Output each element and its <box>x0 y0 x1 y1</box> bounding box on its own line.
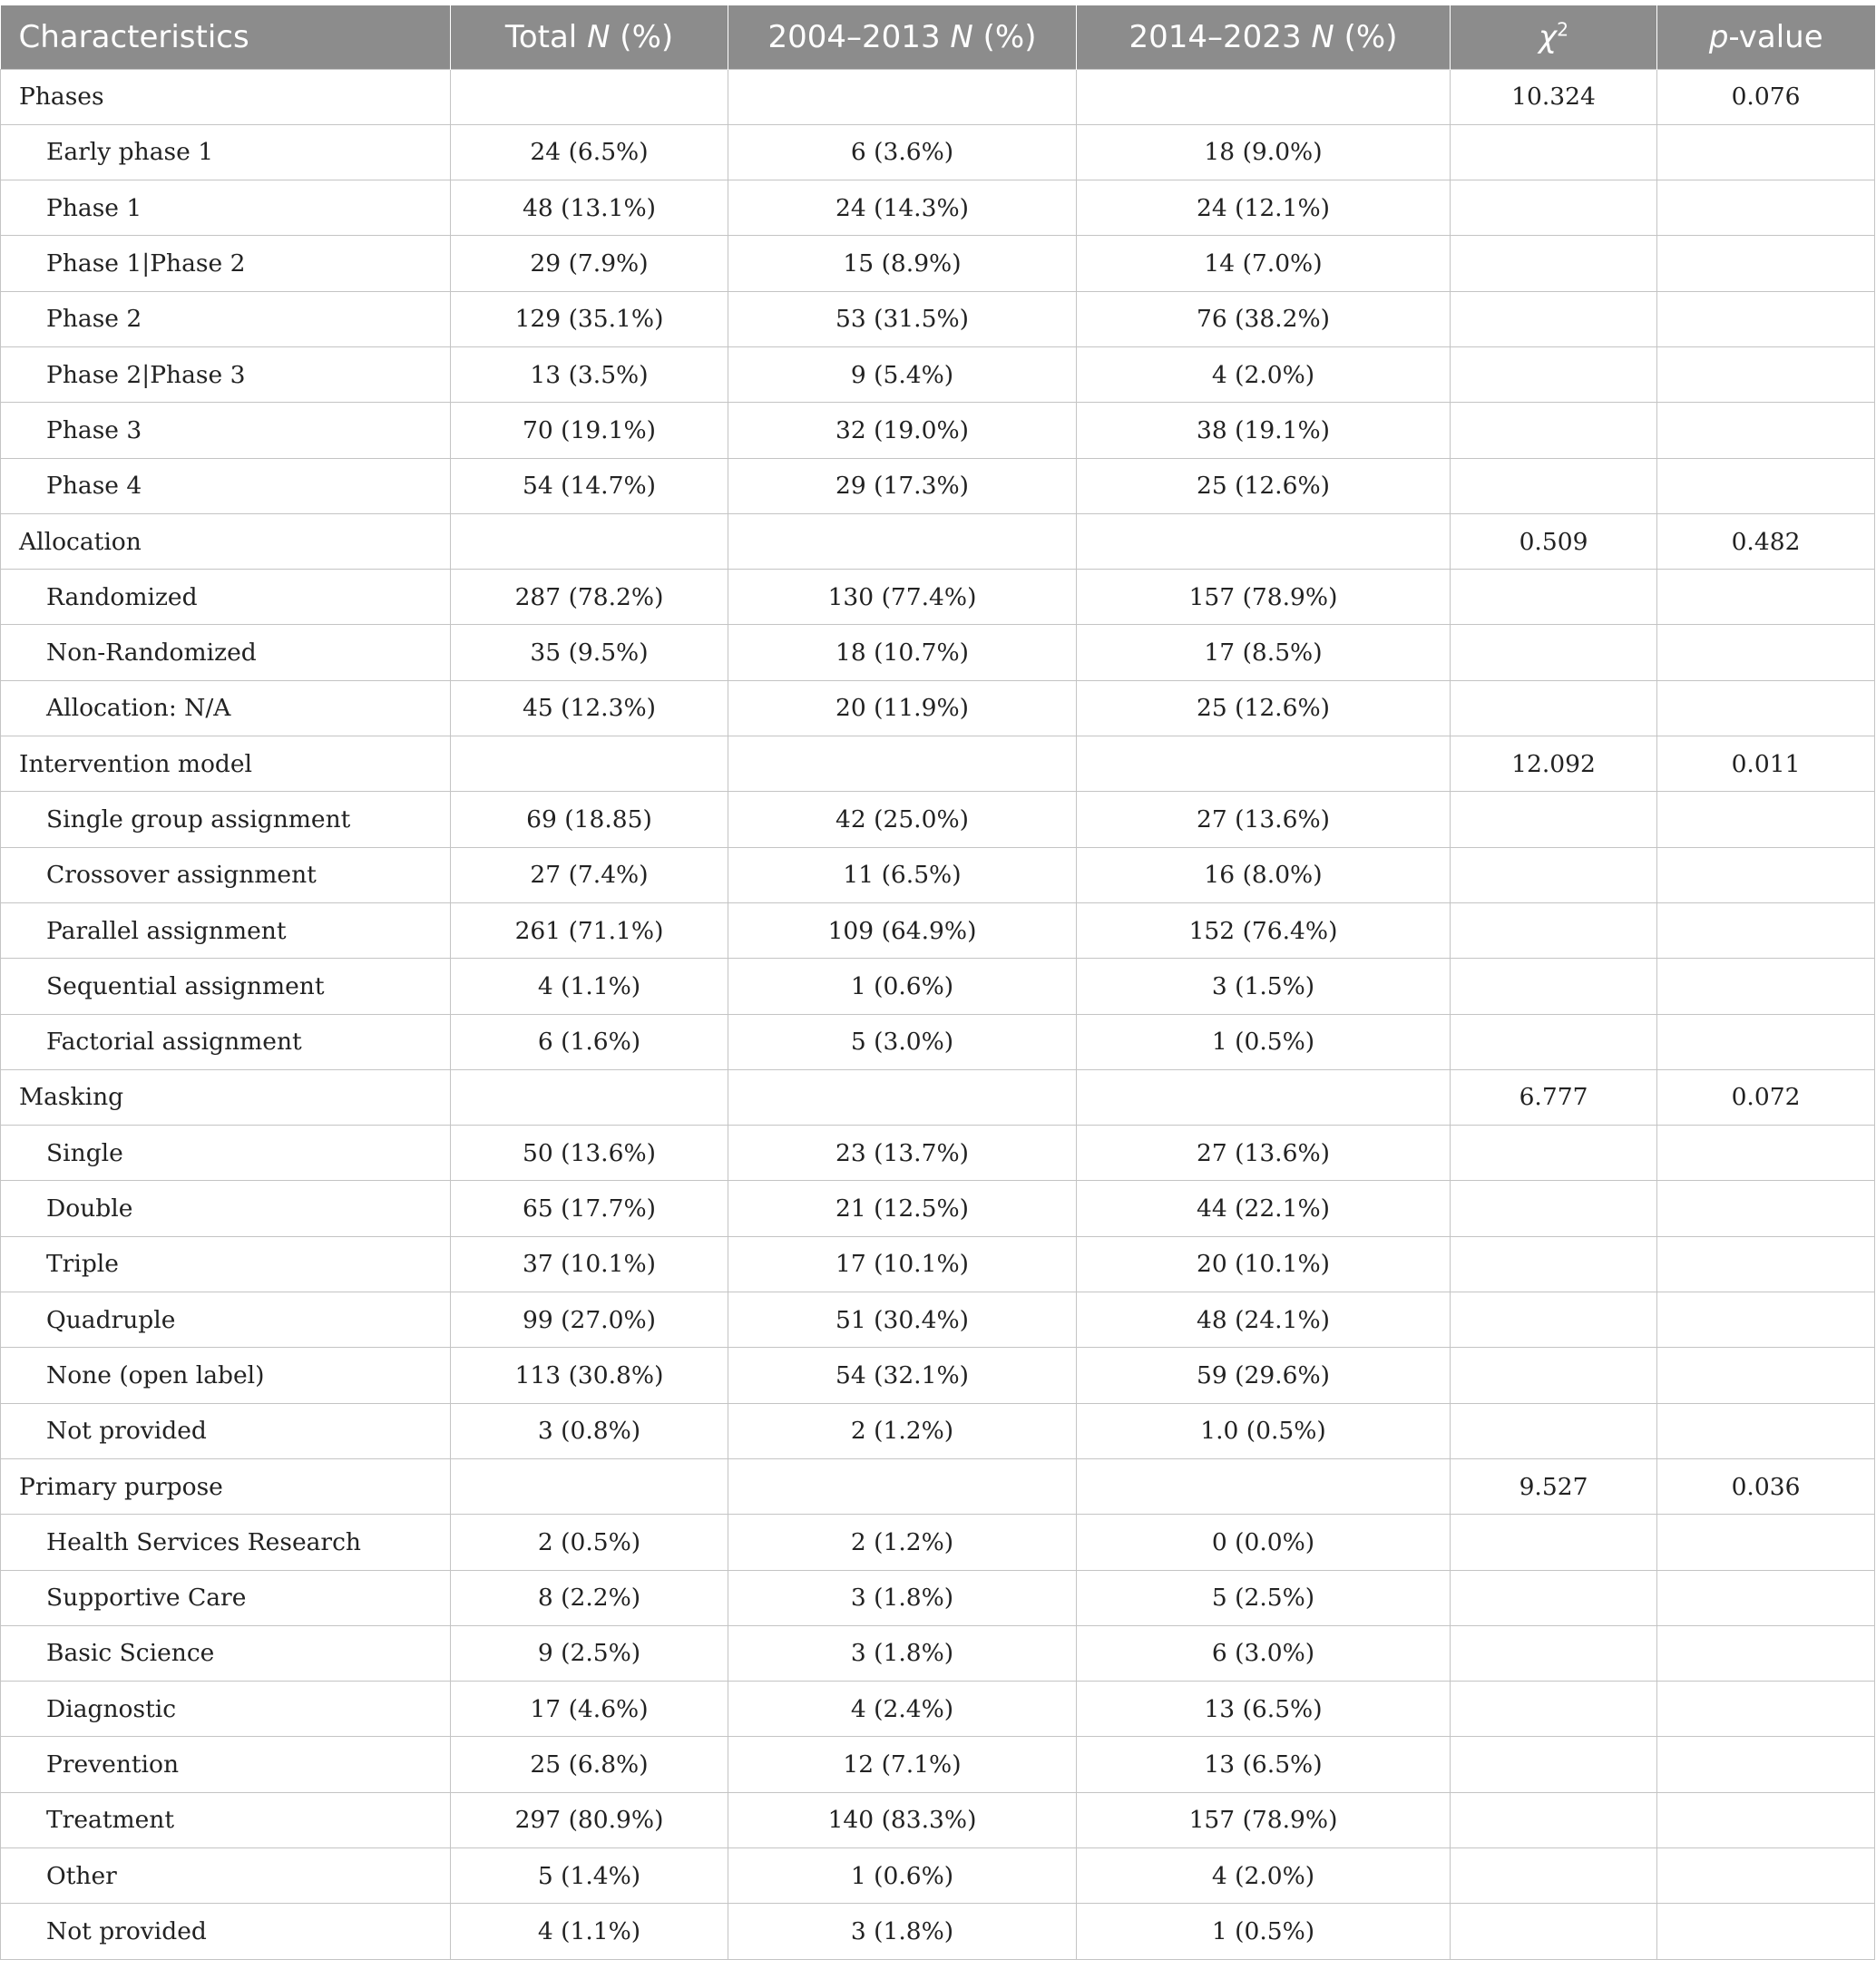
row-label: Masking <box>1 1069 451 1125</box>
p-value-cell <box>1657 1515 1875 1570</box>
chi-square-cell <box>1451 1792 1657 1847</box>
chi-square-cell: 0.509 <box>1451 513 1657 569</box>
row-label: Basic Science <box>1 1625 451 1681</box>
chi-square-cell <box>1451 403 1657 458</box>
chi-square-cell <box>1451 1014 1657 1069</box>
header-2004-2013: 2004–2013 N (%) <box>728 5 1077 69</box>
period-2014-2023-cell: 18 (9.0%) <box>1077 124 1451 180</box>
chi-square-cell: 10.324 <box>1451 69 1657 124</box>
row-label: Factorial assignment <box>1 1014 451 1069</box>
p-value-cell <box>1657 1904 1875 1959</box>
period-2004-2013-cell: 54 (32.1%) <box>728 1348 1077 1403</box>
table-row <box>1 1403 1875 1458</box>
table-row <box>1 1348 1875 1403</box>
row-label: Diagnostic <box>1 1682 451 1737</box>
table-row <box>1 180 1875 236</box>
table-row <box>1 124 1875 180</box>
row-label: Double <box>1 1181 451 1236</box>
row-label: Phase 4 <box>1 458 451 513</box>
table-row <box>1 1792 1875 1847</box>
period-2004-2013-cell: 24 (14.3%) <box>728 180 1077 236</box>
period-2004-2013-cell <box>728 513 1077 569</box>
period-2004-2013-cell <box>728 1458 1077 1514</box>
period-2014-2023-cell: 0 (0.0%) <box>1077 1515 1451 1570</box>
period-2004-2013-cell <box>728 1069 1077 1125</box>
row-label: Early phase 1 <box>1 124 451 180</box>
period-2004-2013-cell: 29 (17.3%) <box>728 458 1077 513</box>
total-cell: 13 (3.5%) <box>451 346 728 402</box>
p-value-cell <box>1657 1737 1875 1792</box>
chi-square-cell: 9.527 <box>1451 1458 1657 1514</box>
period-2014-2023-cell <box>1077 69 1451 124</box>
period-2004-2013-cell: 4 (2.4%) <box>728 1682 1077 1737</box>
period-2014-2023-cell: 25 (12.6%) <box>1077 680 1451 736</box>
category-row <box>1 736 1875 792</box>
p-value-cell <box>1657 1126 1875 1181</box>
period-2004-2013-cell: 130 (77.4%) <box>728 570 1077 625</box>
period-2014-2023-cell: 48 (24.1%) <box>1077 1292 1451 1348</box>
row-label: Other <box>1 1848 451 1904</box>
total-cell: 113 (30.8%) <box>451 1348 728 1403</box>
table-row <box>1 236 1875 291</box>
period-2004-2013-cell: 2 (1.2%) <box>728 1403 1077 1458</box>
period-2004-2013-cell: 51 (30.4%) <box>728 1292 1077 1348</box>
total-cell: 99 (27.0%) <box>451 1292 728 1348</box>
chi-square-cell <box>1451 570 1657 625</box>
p-value-cell <box>1657 1014 1875 1069</box>
category-row <box>1 1069 1875 1125</box>
p-value-cell <box>1657 792 1875 847</box>
chi-square-cell <box>1451 1848 1657 1904</box>
p-value-cell <box>1657 1848 1875 1904</box>
chi-square-cell <box>1451 1570 1657 1625</box>
category-row <box>1 69 1875 124</box>
p-value-cell <box>1657 1181 1875 1236</box>
table-row <box>1 625 1875 680</box>
period-2014-2023-cell: 14 (7.0%) <box>1077 236 1451 291</box>
table-row <box>1 570 1875 625</box>
row-label: Phase 2 <box>1 291 451 346</box>
total-cell: 70 (19.1%) <box>451 403 728 458</box>
chi-square-cell <box>1451 1737 1657 1792</box>
period-2004-2013-cell <box>728 69 1077 124</box>
period-2014-2023-cell: 27 (13.6%) <box>1077 1126 1451 1181</box>
period-2004-2013-cell: 1 (0.6%) <box>728 1848 1077 1904</box>
row-label: Treatment <box>1 1792 451 1847</box>
period-2004-2013-cell: 3 (1.8%) <box>728 1570 1077 1625</box>
total-cell <box>451 69 728 124</box>
total-cell: 4 (1.1%) <box>451 959 728 1014</box>
row-label: Single <box>1 1126 451 1181</box>
p-value-cell <box>1657 403 1875 458</box>
period-2004-2013-cell: 140 (83.3%) <box>728 1792 1077 1847</box>
period-2014-2023-cell: 1 (0.5%) <box>1077 1904 1451 1959</box>
period-2004-2013-cell: 20 (11.9%) <box>728 680 1077 736</box>
table-row <box>1 1682 1875 1737</box>
table-row <box>1 1625 1875 1681</box>
chi-square-cell <box>1451 236 1657 291</box>
chi-square-cell <box>1451 458 1657 513</box>
chi-square-cell <box>1451 1515 1657 1570</box>
total-cell: 29 (7.9%) <box>451 236 728 291</box>
header-row <box>1 5 1875 69</box>
p-value-cell <box>1657 1348 1875 1403</box>
p-value-cell: 0.011 <box>1657 736 1875 792</box>
period-2004-2013-cell: 109 (64.9%) <box>728 902 1077 958</box>
total-cell: 65 (17.7%) <box>451 1181 728 1236</box>
total-cell: 45 (12.3%) <box>451 680 728 736</box>
total-cell <box>451 1458 728 1514</box>
period-2014-2023-cell: 6 (3.0%) <box>1077 1625 1451 1681</box>
p-value-cell: 0.076 <box>1657 69 1875 124</box>
row-label: Prevention <box>1 1737 451 1792</box>
total-cell <box>451 513 728 569</box>
period-2004-2013-cell: 23 (13.7%) <box>728 1126 1077 1181</box>
period-2014-2023-cell: 44 (22.1%) <box>1077 1181 1451 1236</box>
chi-square-cell <box>1451 1904 1657 1959</box>
period-2004-2013-cell: 12 (7.1%) <box>728 1737 1077 1792</box>
period-2014-2023-cell: 59 (29.6%) <box>1077 1348 1451 1403</box>
period-2014-2023-cell: 157 (78.9%) <box>1077 570 1451 625</box>
period-2014-2023-cell: 4 (2.0%) <box>1077 346 1451 402</box>
row-label: Allocation: N/A <box>1 680 451 736</box>
p-value-cell <box>1657 124 1875 180</box>
chi-square-cell <box>1451 346 1657 402</box>
table-row <box>1 1848 1875 1904</box>
table-row <box>1 1014 1875 1069</box>
table-row <box>1 1904 1875 1959</box>
row-label: Quadruple <box>1 1292 451 1348</box>
total-cell: 3 (0.8%) <box>451 1403 728 1458</box>
table-row <box>1 458 1875 513</box>
table-row <box>1 403 1875 458</box>
period-2014-2023-cell: 27 (13.6%) <box>1077 792 1451 847</box>
chi-square-cell <box>1451 1682 1657 1737</box>
p-value-cell <box>1657 1403 1875 1458</box>
total-cell: 287 (78.2%) <box>451 570 728 625</box>
chi-square-cell <box>1451 180 1657 236</box>
row-label: Phase 1|Phase 2 <box>1 236 451 291</box>
chi-square-cell <box>1451 1403 1657 1458</box>
total-cell: 2 (0.5%) <box>451 1515 728 1570</box>
p-value-cell <box>1657 902 1875 958</box>
p-value-cell <box>1657 291 1875 346</box>
p-value-cell: 0.482 <box>1657 513 1875 569</box>
table-row <box>1 847 1875 902</box>
table-row <box>1 792 1875 847</box>
period-2004-2013-cell: 2 (1.2%) <box>728 1515 1077 1570</box>
header-p-value: p-value <box>1657 5 1875 69</box>
period-2014-2023-cell: 20 (10.1%) <box>1077 1236 1451 1292</box>
period-2004-2013-cell: 9 (5.4%) <box>728 346 1077 402</box>
total-cell <box>451 1069 728 1125</box>
period-2004-2013-cell: 6 (3.6%) <box>728 124 1077 180</box>
total-cell: 8 (2.2%) <box>451 1570 728 1625</box>
chi-square-cell <box>1451 291 1657 346</box>
period-2004-2013-cell: 3 (1.8%) <box>728 1625 1077 1681</box>
period-2004-2013-cell: 11 (6.5%) <box>728 847 1077 902</box>
chi-square-cell <box>1451 625 1657 680</box>
p-value-cell <box>1657 236 1875 291</box>
table-row <box>1 1181 1875 1236</box>
table-row <box>1 1570 1875 1625</box>
p-value-cell <box>1657 1792 1875 1847</box>
total-cell: 25 (6.8%) <box>451 1737 728 1792</box>
period-2014-2023-cell: 152 (76.4%) <box>1077 902 1451 958</box>
p-value-cell <box>1657 346 1875 402</box>
p-value-cell <box>1657 570 1875 625</box>
p-value-cell <box>1657 847 1875 902</box>
row-label: None (open label) <box>1 1348 451 1403</box>
p-value-cell: 0.072 <box>1657 1069 1875 1125</box>
period-2014-2023-cell: 5 (2.5%) <box>1077 1570 1451 1625</box>
period-2014-2023-cell: 13 (6.5%) <box>1077 1682 1451 1737</box>
chi-square-cell <box>1451 792 1657 847</box>
p-value-cell <box>1657 1570 1875 1625</box>
row-label: Supportive Care <box>1 1570 451 1625</box>
table-row <box>1 1737 1875 1792</box>
row-label: Randomized <box>1 570 451 625</box>
period-2014-2023-cell: 76 (38.2%) <box>1077 291 1451 346</box>
table-row <box>1 1292 1875 1348</box>
table-body <box>1 69 1875 1959</box>
total-cell: 17 (4.6%) <box>451 1682 728 1737</box>
period-2014-2023-cell: 17 (8.5%) <box>1077 625 1451 680</box>
table-row <box>1 959 1875 1014</box>
period-2004-2013-cell: 18 (10.7%) <box>728 625 1077 680</box>
header-total: Total N (%) <box>451 5 728 69</box>
row-label: Health Services Research <box>1 1515 451 1570</box>
period-2004-2013-cell: 3 (1.8%) <box>728 1904 1077 1959</box>
row-label: Phase 1 <box>1 180 451 236</box>
table-row <box>1 1126 1875 1181</box>
header-characteristics: Characteristics <box>18 18 249 55</box>
row-label: Phase 3 <box>1 403 451 458</box>
table-row <box>1 346 1875 402</box>
total-cell: 6 (1.6%) <box>451 1014 728 1069</box>
period-2004-2013-cell: 15 (8.9%) <box>728 236 1077 291</box>
row-label: Triple <box>1 1236 451 1292</box>
row-label: Non-Randomized <box>1 625 451 680</box>
period-2014-2023-cell: 4 (2.0%) <box>1077 1848 1451 1904</box>
row-label: Sequential assignment <box>1 959 451 1014</box>
period-2004-2013-cell <box>728 736 1077 792</box>
period-2014-2023-cell: 25 (12.6%) <box>1077 458 1451 513</box>
table-row <box>1 1515 1875 1570</box>
row-label: Phases <box>1 69 451 124</box>
period-2004-2013-cell: 1 (0.6%) <box>728 959 1077 1014</box>
table-header <box>1 5 1875 69</box>
chi-square-cell: 12.092 <box>1451 736 1657 792</box>
chi-square-cell: 6.777 <box>1451 1069 1657 1125</box>
total-cell: 5 (1.4%) <box>451 1848 728 1904</box>
period-2004-2013-cell: 17 (10.1%) <box>728 1236 1077 1292</box>
row-label: Not provided <box>1 1904 451 1959</box>
total-cell: 50 (13.6%) <box>451 1126 728 1181</box>
period-2014-2023-cell: 13 (6.5%) <box>1077 1737 1451 1792</box>
chi-square-cell <box>1451 902 1657 958</box>
header-chi-square: $\chi^2$ <box>1451 5 1657 69</box>
p-value-cell: 0.036 <box>1657 1458 1875 1514</box>
period-2004-2013-cell: 42 (25.0%) <box>728 792 1077 847</box>
chi-square-cell <box>1451 1348 1657 1403</box>
p-value-cell <box>1657 680 1875 736</box>
period-2004-2013-cell: 32 (19.0%) <box>728 403 1077 458</box>
category-row <box>1 513 1875 569</box>
row-label: Crossover assignment <box>1 847 451 902</box>
p-value-cell <box>1657 959 1875 1014</box>
total-cell: 48 (13.1%) <box>451 180 728 236</box>
chi-square-cell <box>1451 847 1657 902</box>
total-cell: 37 (10.1%) <box>451 1236 728 1292</box>
period-2014-2023-cell <box>1077 736 1451 792</box>
total-cell: 9 (2.5%) <box>451 1625 728 1681</box>
chi-square-cell <box>1451 959 1657 1014</box>
period-2014-2023-cell: 1.0 (0.5%) <box>1077 1403 1451 1458</box>
period-2014-2023-cell: 1 (0.5%) <box>1077 1014 1451 1069</box>
period-2014-2023-cell <box>1077 1069 1451 1125</box>
period-2004-2013-cell: 21 (12.5%) <box>728 1181 1077 1236</box>
chi-square-cell <box>1451 1625 1657 1681</box>
period-2014-2023-cell: 38 (19.1%) <box>1077 403 1451 458</box>
table-row <box>1 291 1875 346</box>
p-value-cell <box>1657 1236 1875 1292</box>
period-2014-2023-cell: 16 (8.0%) <box>1077 847 1451 902</box>
row-label: Not provided <box>1 1403 451 1458</box>
total-cell: 261 (71.1%) <box>451 902 728 958</box>
total-cell: 129 (35.1%) <box>451 291 728 346</box>
total-cell: 4 (1.1%) <box>451 1904 728 1959</box>
p-value-cell <box>1657 1625 1875 1681</box>
characteristics-table <box>0 5 1875 1960</box>
total-cell: 27 (7.4%) <box>451 847 728 902</box>
period-2014-2023-cell <box>1077 513 1451 569</box>
table-row <box>1 902 1875 958</box>
p-value-cell <box>1657 458 1875 513</box>
total-cell <box>451 736 728 792</box>
period-2004-2013-cell: 5 (3.0%) <box>728 1014 1077 1069</box>
total-cell: 54 (14.7%) <box>451 458 728 513</box>
chi-square-cell <box>1451 680 1657 736</box>
period-2014-2023-cell: 24 (12.1%) <box>1077 180 1451 236</box>
p-value-cell <box>1657 1292 1875 1348</box>
header-2014-2023: 2014–2023 N (%) <box>1077 5 1451 69</box>
period-2004-2013-cell: 53 (31.5%) <box>728 291 1077 346</box>
p-value-cell <box>1657 1682 1875 1737</box>
p-value-cell <box>1657 625 1875 680</box>
chi-square-cell <box>1451 1181 1657 1236</box>
total-cell: 24 (6.5%) <box>451 124 728 180</box>
period-2014-2023-cell: 3 (1.5%) <box>1077 959 1451 1014</box>
chi-square-cell <box>1451 1236 1657 1292</box>
total-cell: 297 (80.9%) <box>451 1792 728 1847</box>
table-row <box>1 680 1875 736</box>
row-label: Phase 2|Phase 3 <box>1 346 451 402</box>
row-label: Intervention model <box>1 736 451 792</box>
period-2014-2023-cell <box>1077 1458 1451 1514</box>
chi-square-cell <box>1451 124 1657 180</box>
row-label: Single group assignment <box>1 792 451 847</box>
total-cell: 69 (18.85) <box>451 792 728 847</box>
row-label: Primary purpose <box>1 1458 451 1514</box>
chi-square-cell <box>1451 1292 1657 1348</box>
period-2014-2023-cell: 157 (78.9%) <box>1077 1792 1451 1847</box>
row-label: Parallel assignment <box>1 902 451 958</box>
row-label: Allocation <box>1 513 451 569</box>
p-value-cell <box>1657 180 1875 236</box>
table-row <box>1 1236 1875 1292</box>
category-row <box>1 1458 1875 1514</box>
total-cell: 35 (9.5%) <box>451 625 728 680</box>
chi-square-cell <box>1451 1126 1657 1181</box>
